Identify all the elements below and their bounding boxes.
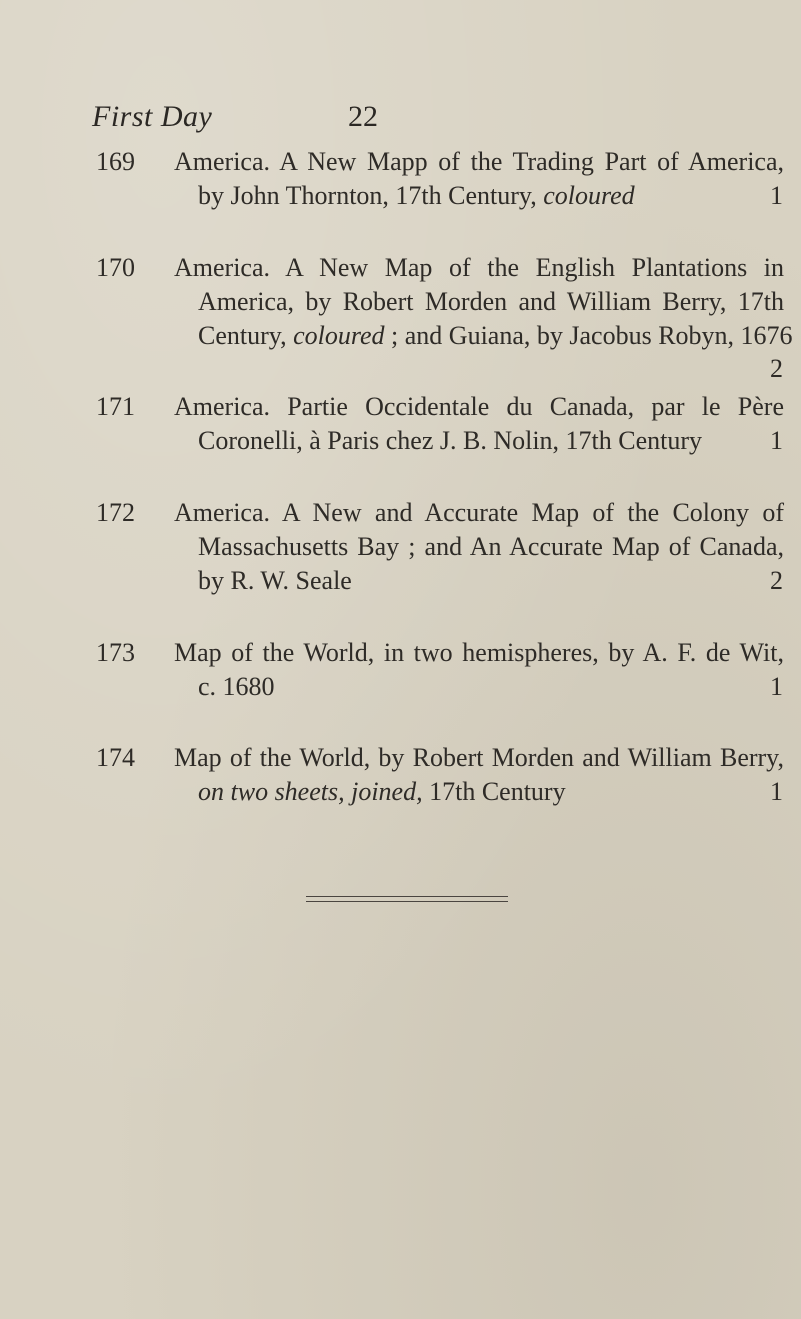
lot-description-line [198,775,784,809]
lot-number: 169 [96,147,135,176]
lot-description-line: America. A New and Accurate Map of the Colony of [174,498,784,527]
lot-description [174,636,784,704]
lot-text-italic: coloured [543,181,635,210]
lot-text: ; and Guiana, by Jacobus Robyn, 1676 [384,321,793,350]
lot-quantity: 2 [770,354,783,383]
lot-description-line: Map of the World, in two hemispheres, by A. F. de Wit, [174,638,784,667]
lot-description [174,251,793,353]
lot-quantity: 1 [770,777,783,806]
lot-number: 171 [96,392,135,421]
lot-description-line [198,179,784,213]
lot-number: 172 [96,498,135,527]
lot-description-line: by R. W. Seale [198,566,352,595]
lot-description-line: Map of the World, by Robert Morden and William Berry, [174,743,784,772]
page-header [92,100,782,140]
lot-text-italic: coloured [293,321,385,350]
lot-description-line: Coronelli, à Paris chez J. B. Nolin, 17th Century [198,426,703,455]
lot-quantity: 1 [770,672,783,701]
lot-number: 170 [96,253,135,282]
lot-description-line: c. 1680 [198,672,275,701]
lot-description-line: America, by Robert Morden and William Berry, 17th [198,287,784,316]
lot-quantity: 2 [770,566,783,595]
lot-description-line: America. A New Map of the English Plantations in [174,253,784,282]
lot-description-line: America. Partie Occidentale du Canada, par le Père [174,392,784,421]
section-title: First Day [92,100,213,133]
lot-quantity: 1 [770,426,783,455]
section-divider [306,896,508,902]
lot-description [174,496,784,598]
lot-description-line: America. A New Mapp of the Trading Part of America, [174,147,784,176]
lot-description [174,741,784,809]
lot-number: 173 [96,638,135,667]
lot-text: Century, [198,321,294,350]
lot-text: 17th Century [422,777,566,806]
lot-description-line [198,319,793,353]
page-number: 22 [348,100,378,133]
lot-description [174,145,784,213]
lot-quantity: 1 [770,181,783,210]
lot-text: by John Thornton, 17th Century, [198,181,544,210]
lot-number: 174 [96,743,135,772]
lot-description [174,390,784,458]
lot-text-italic: on two sheets, joined, [198,777,423,806]
lot-description-line: Massachusetts Bay ; and An Accurate Map of Canada, [198,532,784,561]
